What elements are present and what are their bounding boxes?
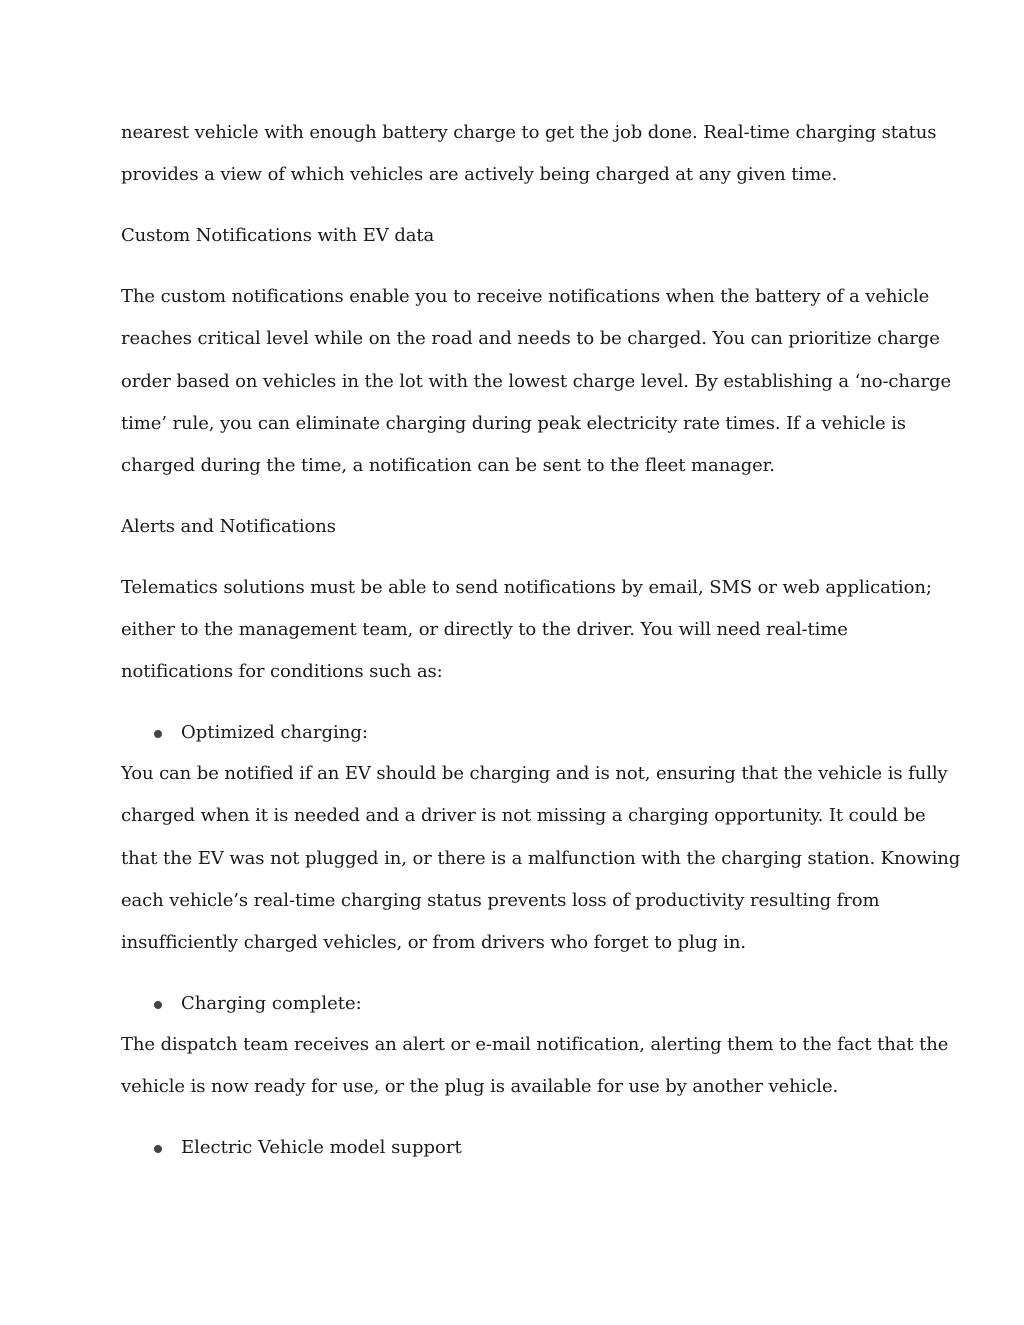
paragraph-line: charged during the time, a notification can be sent to the fleet manager. bbox=[121, 455, 775, 476]
bullet-item bbox=[121, 721, 921, 745]
section-heading: Custom Notifications with EV data bbox=[121, 225, 435, 246]
paragraph-line: The dispatch team receives an alert or e-mail notification, alerting them to the fact that the bbox=[121, 1034, 949, 1055]
paragraph-line: that the EV was not plugged in, or there is a malfunction with the charging station. Knowing bbox=[121, 848, 961, 869]
paragraph-line: insufficiently charged vehicles, or from drivers who forget to plug in. bbox=[121, 932, 746, 953]
paragraph-line: charged when it is needed and a driver is not missing a charging opportunity. It could be bbox=[121, 805, 926, 826]
paragraph-line: reaches critical level while on the road and needs to be charged. You can prioritize charge bbox=[121, 328, 940, 349]
bullet-label: Electric Vehicle model support bbox=[181, 1137, 462, 1158]
section-heading: Alerts and Notifications bbox=[121, 516, 336, 537]
bullet-label: Charging complete: bbox=[181, 993, 362, 1014]
bullet-label: Optimized charging: bbox=[181, 722, 368, 743]
bullet-icon bbox=[154, 1145, 162, 1153]
paragraph-line: provides a view of which vehicles are actively being charged at any given time. bbox=[121, 164, 838, 185]
bullet-icon bbox=[154, 1001, 162, 1009]
paragraph-line: each vehicle’s real-time charging status prevents loss of productivity resulting from bbox=[121, 890, 880, 911]
bullet-item bbox=[121, 992, 921, 1016]
paragraph-line: time’ rule, you can eliminate charging during peak electricity rate times. If a vehicle is bbox=[121, 413, 906, 434]
paragraph-line: nearest vehicle with enough battery charge to get the job done. Real-time charging status bbox=[121, 122, 937, 143]
paragraph-line: The custom notifications enable you to receive notifications when the battery of a vehicle bbox=[121, 286, 930, 307]
bullet-item bbox=[121, 1136, 921, 1160]
paragraph-line: either to the management team, or directly to the driver. You will need real-time bbox=[121, 619, 848, 640]
paragraph-line: order based on vehicles in the lot with the lowest charge level. By establishing a ‘no-charge bbox=[121, 371, 952, 392]
bullet-icon bbox=[154, 730, 162, 738]
paragraph-line: vehicle is now ready for use, or the plug is available for use by another vehicle. bbox=[121, 1076, 839, 1097]
paragraph-line: Telematics solutions must be able to send notifications by email, SMS or web application; bbox=[121, 577, 932, 598]
paragraph-line: notifications for conditions such as: bbox=[121, 661, 443, 682]
paragraph-line: You can be notified if an EV should be charging and is not, ensuring that the vehicle is fully bbox=[121, 763, 948, 784]
